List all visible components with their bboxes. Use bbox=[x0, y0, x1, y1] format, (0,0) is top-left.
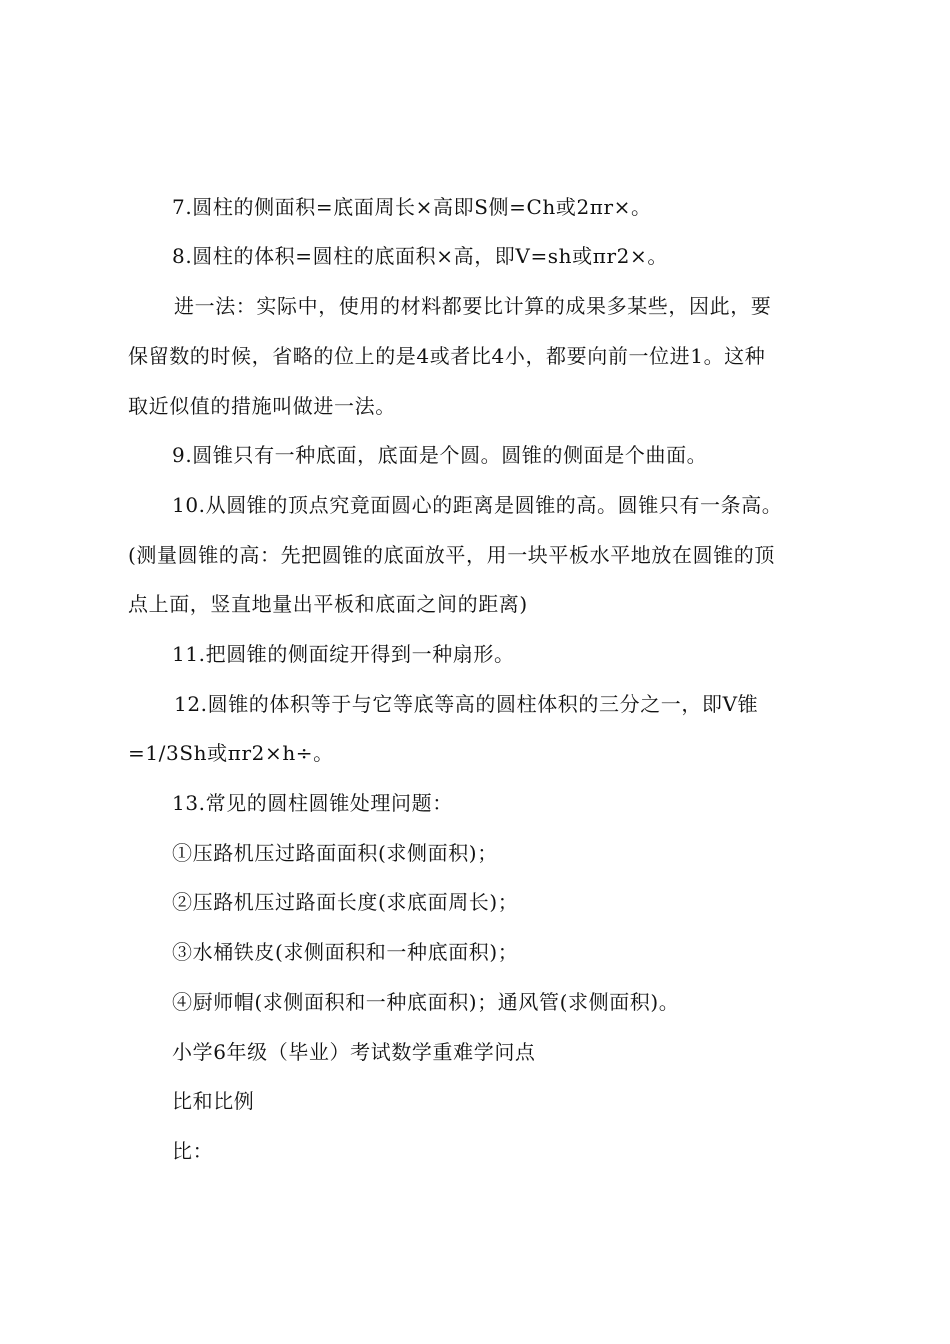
text-line: ④厨师帽(求侧面积和一种底面积)；通风管(求侧面积)。 bbox=[172, 990, 680, 1014]
text-line: 保留数的时候，省略的位上的是4或者比4小，都要向前一位进1。这种 bbox=[128, 344, 766, 368]
text-line: 比： bbox=[172, 1139, 214, 1163]
text-line: =1/3Sh或πr2×h÷。 bbox=[128, 741, 334, 765]
text-line: 11.把圆锥的侧面绽开得到一种扇形。 bbox=[172, 642, 515, 666]
text-line: 小学6年级（毕业）考试数学重难学问点 bbox=[172, 1040, 536, 1064]
text-line: 12.圆锥的体积等于与它等底等高的圆柱体积的三分之一，即V锥 bbox=[174, 692, 759, 716]
text-line: ①压路机压过路面面积(求侧面积)； bbox=[172, 841, 498, 865]
text-line: (测量圆锥的高：先把圆锥的底面放平，用一块平板水平地放在圆锥的顶 bbox=[128, 543, 776, 567]
text-line: 比和比例 bbox=[172, 1089, 255, 1113]
text-line: ②压路机压过路面长度(求底面周长)； bbox=[172, 890, 519, 914]
text-line: 取近似值的措施叫做进一法。 bbox=[128, 394, 396, 418]
text-line: ③水桶铁皮(求侧面积和一种底面积)； bbox=[172, 940, 519, 964]
text-line: 10.从圆锥的顶点究竟面圆心的距离是圆锥的高。圆锥只有一条高。 bbox=[172, 493, 783, 517]
text-line: 7.圆柱的侧面积=底面周长×高即S侧=Ch或2πr×。 bbox=[172, 195, 652, 219]
text-line: 13.常见的圆柱圆锥处理问题： bbox=[172, 791, 453, 815]
text-line: 点上面，竖直地量出平板和底面之间的距离) bbox=[128, 592, 528, 616]
text-line: 8.圆柱的体积=圆柱的底面积×高，即V=sh或πr2×。 bbox=[172, 244, 668, 268]
text-line: 进一法：实际中，使用的材料都要比计算的成果多某些，因此，要 bbox=[174, 294, 772, 318]
text-line: 9.圆锥只有一种底面，底面是个圆。圆锥的侧面是个曲面。 bbox=[172, 443, 708, 467]
